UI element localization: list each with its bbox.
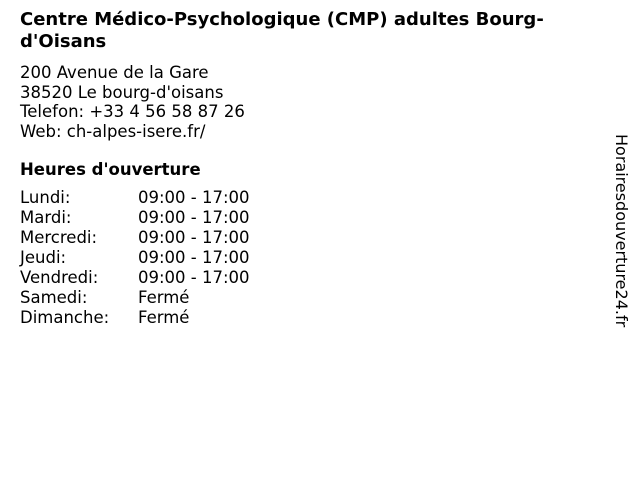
time-value: 09:00 - 17:00 [138, 208, 250, 227]
day-label: Samedi: [20, 288, 88, 307]
hours-row-friday [20, 268, 615, 288]
address-street: 200 Avenue de la Gare [20, 63, 209, 82]
hours-row-saturday [20, 288, 615, 308]
time-value: 09:00 - 17:00 [138, 268, 250, 287]
time-value: 09:00 - 17:00 [138, 248, 250, 267]
hours-row-wednesday [20, 228, 615, 248]
contact-block [20, 63, 615, 141]
day-label: Mardi: [20, 208, 72, 227]
time-value: 09:00 - 17:00 [138, 188, 250, 207]
place-card [20, 9, 615, 328]
day-label: Dimanche: [20, 308, 110, 327]
day-label: Jeudi: [20, 248, 67, 267]
day-label: Lundi: [20, 188, 71, 207]
hours-row-thursday [20, 248, 615, 268]
hours-row-tuesday [20, 208, 615, 228]
time-value: 09:00 - 17:00 [138, 228, 250, 247]
place-title: Centre Médico-Psychologique (CMP) adultes Bourg-d'Oisans [20, 9, 544, 52]
address-city: 38520 Le bourg-d'oisans [20, 82, 224, 102]
day-label: Mercredi: [20, 228, 98, 247]
hours-row-monday [20, 188, 615, 208]
time-value: Fermé [138, 288, 190, 307]
day-label: Vendredi: [20, 268, 99, 287]
phone-number: Telefon: +33 4 56 58 87 26 [20, 102, 245, 121]
website-link[interactable]: Web: ch-alpes-isere.fr/ [20, 121, 206, 141]
hours-row-sunday [20, 308, 615, 328]
hours-heading: Heures d'ouverture [20, 160, 201, 179]
site-watermark: Horairesdouverture24.fr [612, 134, 631, 328]
opening-hours-table [20, 188, 615, 328]
time-value: Fermé [138, 308, 190, 327]
